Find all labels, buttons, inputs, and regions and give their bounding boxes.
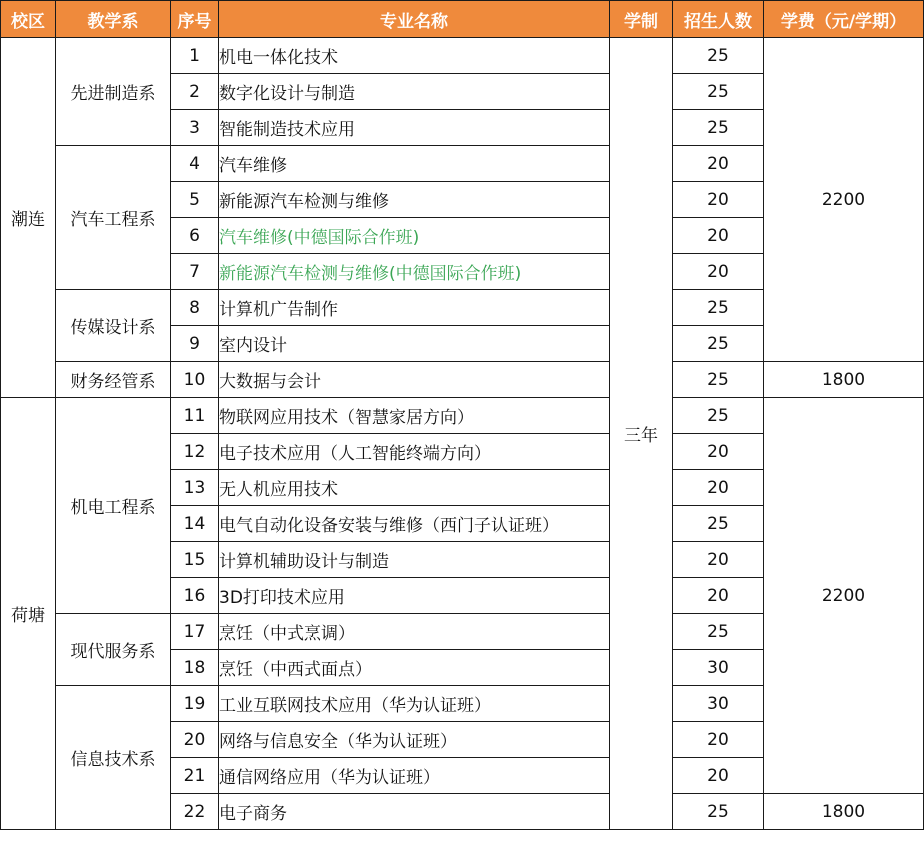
enrollment-cell: 30 [673,650,764,686]
header-campus: 校区 [1,1,56,38]
enrollment-cell: 20 [673,218,764,254]
index-cell: 15 [171,542,219,578]
major-cell: 物联网应用技术（智慧家居方向） [219,398,610,434]
index-cell: 6 [171,218,219,254]
enrollment-cell: 30 [673,686,764,722]
header-index: 序号 [171,1,219,38]
enrollment-cell: 20 [673,722,764,758]
index-cell: 11 [171,398,219,434]
enrollment-cell: 20 [673,758,764,794]
table-row [1,362,924,398]
index-cell: 10 [171,362,219,398]
header-tuition: 学费（元/学期） [764,1,924,38]
enrollment-cell: 20 [673,578,764,614]
index-cell: 18 [171,650,219,686]
header-department: 教学系 [56,1,171,38]
duration-cell: 三年 [610,38,673,830]
index-cell: 19 [171,686,219,722]
enrollment-cell: 25 [673,398,764,434]
major-cell: 汽车维修 [219,146,610,182]
major-cell: 电子商务 [219,794,610,830]
major-cell: 智能制造技术应用 [219,110,610,146]
enrollment-cell: 25 [673,794,764,830]
index-cell: 4 [171,146,219,182]
tuition-cell: 1800 [764,362,924,398]
tuition-cell: 2200 [764,38,924,362]
major-cell: 电子技术应用（人工智能终端方向） [219,434,610,470]
enrollment-cell: 25 [673,38,764,74]
enrollment-cell: 25 [673,110,764,146]
index-cell: 3 [171,110,219,146]
header-enrollment: 招生人数 [673,1,764,38]
enrollment-cell: 20 [673,254,764,290]
index-cell: 21 [171,758,219,794]
index-cell: 16 [171,578,219,614]
major-cell: 数字化设计与制造 [219,74,610,110]
department-cell: 机电工程系 [56,398,171,614]
enrollment-cell: 25 [673,506,764,542]
table-row [1,38,924,74]
index-cell: 2 [171,74,219,110]
tuition-cell: 2200 [764,398,924,794]
major-cell: 3D打印技术应用 [219,578,610,614]
department-cell: 传媒设计系 [56,290,171,362]
index-cell: 14 [171,506,219,542]
enrollment-cell: 25 [673,326,764,362]
tuition-cell: 1800 [764,794,924,830]
enrollment-cell: 25 [673,74,764,110]
enrollment-cell: 20 [673,434,764,470]
major-cell: 电气自动化设备安装与维修（西门子认证班） [219,506,610,542]
index-cell: 22 [171,794,219,830]
major-cell: 计算机辅助设计与制造 [219,542,610,578]
major-cell: 计算机广告制作 [219,290,610,326]
department-cell: 信息技术系 [56,686,171,830]
major-cell: 烹饪（中西式面点） [219,650,610,686]
index-cell: 5 [171,182,219,218]
department-cell: 先进制造系 [56,38,171,146]
header-major: 专业名称 [219,1,610,38]
major-cell-highlighted: 新能源汽车检测与维修(中德国际合作班) [219,254,610,290]
index-cell: 8 [171,290,219,326]
major-cell: 无人机应用技术 [219,470,610,506]
index-cell: 9 [171,326,219,362]
major-cell-highlighted: 汽车维修(中德国际合作班) [219,218,610,254]
department-cell: 汽车工程系 [56,146,171,290]
index-cell: 1 [171,38,219,74]
major-cell: 大数据与会计 [219,362,610,398]
index-cell: 20 [171,722,219,758]
index-cell: 7 [171,254,219,290]
campus-cell: 潮连 [1,38,56,398]
department-cell: 现代服务系 [56,614,171,686]
enrollment-cell: 25 [673,614,764,650]
major-cell: 烹饪（中式烹调） [219,614,610,650]
department-cell: 财务经管系 [56,362,171,398]
major-cell: 新能源汽车检测与维修 [219,182,610,218]
major-cell: 工业互联网技术应用（华为认证班） [219,686,610,722]
major-cell: 网络与信息安全（华为认证班） [219,722,610,758]
enrollment-cell: 20 [673,470,764,506]
header-duration: 学制 [610,1,673,38]
index-cell: 13 [171,470,219,506]
enrollment-cell: 25 [673,290,764,326]
index-cell: 12 [171,434,219,470]
enrollment-cell: 25 [673,362,764,398]
campus-cell: 荷塘 [1,398,56,830]
enrollment-cell: 20 [673,542,764,578]
enrollment-cell: 20 [673,182,764,218]
major-cell: 室内设计 [219,326,610,362]
major-cell: 机电一体化技术 [219,38,610,74]
table-row [1,398,924,434]
enrollment-cell: 20 [673,146,764,182]
header-row [1,1,924,38]
index-cell: 17 [171,614,219,650]
major-cell: 通信网络应用（华为认证班） [219,758,610,794]
